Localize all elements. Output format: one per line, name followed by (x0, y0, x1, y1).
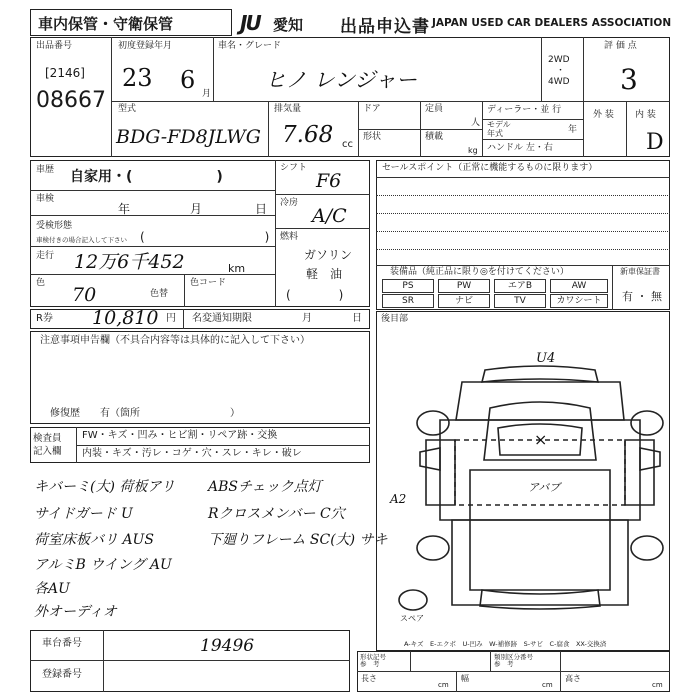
history-value: 自家用・( ) (70, 169, 223, 185)
hw-note-left-2: サイドガード U (34, 506, 133, 522)
notice-day-unit: 日 (352, 313, 362, 324)
header-org: 愛知 (273, 16, 304, 34)
fuel-paren: ( ) (286, 288, 344, 302)
transfer-sub: 車検付きの場合記入して下さい (36, 236, 127, 244)
mileage-unit: km (228, 262, 246, 275)
inspector-row1: FW・キズ・凹み・ヒビ割・リペア跡・交換 (82, 430, 278, 441)
lot-label: 出品番号 (36, 41, 73, 51)
hw-note-right-2: Rクロスメンバー C穴 (208, 506, 345, 522)
capacity-unit: 人 (471, 118, 481, 128)
name-label: 車名・グレード (218, 41, 282, 51)
inspection-day-unit: 日 (255, 202, 268, 216)
first-reg-month: 6 (180, 66, 196, 94)
hw-note-left-1: キバーミ(大) 荷板アリ (34, 479, 175, 495)
interior-label: 内 装 (635, 110, 656, 120)
recycle-value: 10,810 (92, 307, 159, 329)
model-year-label: モデル 年式 (487, 120, 511, 138)
notes-label: 注意事項申告欄（不具合内容等は具体的に記入して下さい） (40, 335, 310, 346)
ju-logo: JU (240, 11, 260, 35)
shift-value: F6 (316, 170, 342, 192)
sales-point-label: セールスポイント（正常に機能するものに限ります） (382, 163, 598, 173)
first-reg-year: 23 (122, 64, 153, 92)
equip-pw: PW (438, 279, 490, 293)
history-label: 車歴 (36, 165, 55, 175)
recycle-label: R券 (36, 313, 53, 324)
name-value: ヒノ レンジャー (265, 68, 417, 92)
inspection-label: 車検 (36, 194, 55, 204)
color-code-label: 色コード (190, 278, 227, 288)
width-unit: cm (542, 681, 553, 689)
hw-note-left-5: 各AU (34, 581, 70, 597)
equipment-header: 装備品（純正品に限り◎を付けてください） (390, 267, 569, 277)
doors-label: ドア (363, 104, 381, 114)
inspector-label: 検査員 記入欄 (33, 433, 62, 457)
model-year-unit: 年 (568, 125, 578, 135)
transfer-label: 受検形態 (36, 221, 73, 231)
ac-value: A/C (312, 205, 347, 227)
equip-tv: TV (494, 294, 546, 308)
load-unit: kg (468, 146, 478, 155)
repair-history: 修復歴 有（箇所 ） (50, 408, 240, 419)
first-reg-month-unit: 月 (202, 89, 212, 99)
shape-label: 形状 (363, 132, 382, 142)
mileage-label: 走行 (36, 251, 55, 261)
equip-sr: SR (382, 294, 434, 308)
spare-label: スペア (400, 614, 424, 623)
notice-label: 名変通知期限 (192, 313, 252, 324)
document-title: 出品申込書 (340, 17, 430, 37)
mileage-value: 12万6千452 (74, 251, 185, 273)
height-label: 高さ (565, 674, 581, 683)
fuel-gas: ガソリン (304, 248, 353, 262)
width-label: 幅 (461, 674, 469, 683)
interior-value: D (646, 130, 664, 155)
hw-note-left-3: 荷室床板バリ AUS (34, 532, 154, 548)
displacement-value: 7.68 (282, 122, 334, 148)
height-unit: cm (652, 681, 663, 689)
rating-label: 評 価 点 (604, 41, 637, 51)
diagram-mark-top: U4 (536, 351, 556, 366)
lot-sub: [2146] (45, 66, 85, 80)
rear-label: 後目部 (381, 314, 409, 324)
equip-aw: AW (550, 279, 608, 293)
new-warranty-value: 有 ・ 無 (622, 290, 662, 303)
hw-note-right-3: 下廻りフレーム SC(大) サキ (208, 532, 388, 548)
association-name: JAPAN USED CAR DEALERS ASSOCIATION (432, 17, 672, 29)
first-reg-label: 初度登録年月 (118, 41, 173, 51)
lot-number: 08667 (36, 88, 106, 113)
displacement-unit: cc (342, 139, 353, 150)
drive-2wd: 2WD (548, 55, 570, 65)
exterior-label: 外 装 (593, 110, 614, 120)
load-label: 積載 (425, 132, 444, 142)
inspector-row2: 内装・キズ・汚レ・コゲ・穴・スレ・キレ・破レ (82, 448, 302, 459)
new-warranty-label: 新車保証書 (620, 267, 660, 276)
inspection-month-unit: 月 (190, 202, 203, 216)
displacement-label: 排気量 (274, 104, 302, 114)
length-unit: cm (438, 681, 449, 689)
drive-4wd: 4WD (548, 77, 570, 87)
notice-month-unit: 月 (302, 313, 312, 324)
hw-note-left-6: 外オーディオ (34, 604, 117, 620)
fuel-diesel: 軽 油 (306, 267, 343, 281)
transfer-paren: ( ) (140, 230, 270, 244)
color-change: 色替 (150, 289, 169, 299)
model-label: 型式 (118, 104, 137, 114)
diagram-mark-cab: × (534, 430, 548, 449)
shift-label: シフト (280, 163, 308, 173)
recycle-unit: 円 (166, 313, 176, 324)
color-label: 色 (36, 278, 46, 288)
model-value: BDG-FD8JLWG (116, 126, 261, 148)
length-label: 長さ (361, 674, 377, 683)
damage-legend: A-キズ E-エクボ U-凹み W-補修跡 S-サビ C-腐食 XX-交換済 (404, 640, 607, 648)
class-code-label: 類別区分番号 参 考 (494, 653, 533, 668)
equip-leather: カワシート (550, 294, 608, 308)
chassis-value: 19496 (200, 636, 255, 656)
inspection-year-unit: 年 (118, 202, 131, 216)
header-left-title: 車内保管・守衛保管 (38, 15, 174, 33)
shape-code-label: 形状記号 参 考 (360, 653, 386, 668)
equip-airbag: エアB (494, 279, 546, 293)
diagram-mark-bed: アバブ (528, 481, 561, 494)
rating-value: 3 (620, 63, 638, 96)
equip-ps: PS (382, 279, 434, 293)
hw-note-right-1: ABSチェック点灯 (208, 479, 322, 495)
fuel-label: 燃料 (280, 232, 299, 242)
dealer-label: ディーラー・並 行 (487, 105, 562, 115)
chassis-label: 車台番号 (42, 638, 82, 649)
capacity-label: 定員 (425, 104, 444, 114)
registration-label: 登録番号 (42, 669, 82, 680)
diagram-mark-side: A2 (390, 492, 407, 506)
ac-label: 冷房 (280, 198, 299, 208)
hw-note-left-4: アルミB ウイング AU (34, 557, 172, 573)
color-value: 70 (72, 284, 97, 306)
drive-dot: ・ (556, 66, 566, 76)
handle-label: ハンドル 左・右 (487, 143, 553, 153)
equip-navi: ナビ (438, 294, 490, 308)
